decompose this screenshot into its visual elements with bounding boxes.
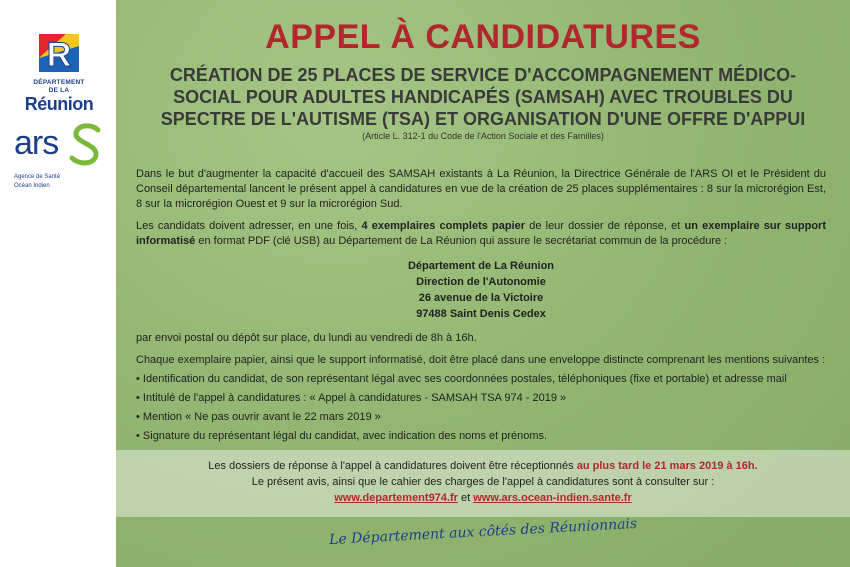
intro-paragraph: Dans le but d'augmenter la capacité d'accueil des SAMSAH existants à La Réunion, la Directrice Générale de l'ARS OI et le Président du Conseil départemental lancent le présent appel à candidatures en vue de la création de 25 places supplémentaires : 8 sur la microrégion Est, 8 sur la microrégion Ouest et 9 sur la microrégion Sud. (136, 168, 826, 210)
slogan (116, 515, 850, 549)
submission-paragraph (136, 219, 826, 249)
deadline-intro: Les dossiers de réponse à l'appel à candidatures doivent être réceptionnés (208, 460, 577, 472)
dep-line1: DÉPARTEMENT (33, 79, 85, 86)
ars-logo (14, 126, 104, 190)
links-line (116, 490, 850, 506)
ars-tagline1: Agence de Santé (14, 174, 61, 180)
deadline-line (116, 458, 850, 474)
svg-text:R: R (46, 36, 72, 74)
address-line: 26 avenue de la Victoire (418, 292, 544, 304)
delivery-paragraph: par envoi postal ou dépôt sur place, du lundi au vendredi de 8h à 16h. (136, 332, 477, 344)
legal-reference: (Article L. 312-1 du Code de l'Action Sociale et des Familles) (362, 131, 604, 141)
address-line: Département de La Réunion (407, 260, 555, 272)
mentions-list (136, 372, 826, 444)
logo-sidebar (0, 0, 116, 567)
submission-digital: un exemplaire sur support informatisé (136, 220, 826, 247)
submission-copies: 4 exemplaires complets papier (361, 220, 526, 232)
submission-text-1: Les candidats doivent adresser, en une fois, (136, 220, 362, 232)
ars-wordmark: ars (14, 124, 59, 162)
envelope-paragraph: Chaque exemplaire papier, ainsi que le support informatisé, doit être placé dans une enveloppe distincte comprenant les mentions suivantes : (136, 354, 826, 366)
address-line: Direction de l'Autonomie (416, 276, 546, 288)
list-item: • Mention « Ne pas ouvrir avant le 22 mars 2019 » (136, 411, 381, 423)
address-line: 97488 Saint Denis Cedex (416, 308, 546, 320)
list-item: • Signature du représentant légal du candidat, avec indication des noms et prénoms. (136, 430, 548, 442)
ars-tagline2: Océan Indien (14, 183, 50, 189)
departement-emblem-icon (18, 32, 100, 74)
dep-line2: DE LA (48, 87, 70, 94)
list-item: • Identification du candidat, de son représentant légal avec ses coordonnées postales, téléphoniques (fixe et portable) et adresse mail (136, 373, 787, 385)
announcement-panel (116, 0, 850, 567)
departement-link[interactable]: www.departement974.fr (334, 492, 458, 504)
announcement-body (136, 167, 826, 448)
ars-s-icon (66, 122, 106, 168)
departement-logo (18, 32, 100, 113)
deadline-text (116, 458, 850, 506)
page-subtitle: CRÉATION DE 25 PLACES DE SERVICE D'ACCOMPAGNEMENT MÉDICO-SOCIAL POUR ADULTES HANDICAPÉS (SAMSAH) AVEC TROUBLES DU SPECTRE DE L'AUTISME (TSA) ET ORGANISATION D'UNE OFFRE D'APPUI (160, 65, 806, 129)
dep-line3: Réunion (24, 94, 94, 114)
submission-text-2: de leur dossier de réponse, et (525, 220, 685, 232)
slogan-text: Le Département aux côtés des Réunionnais (328, 515, 638, 549)
page-title: APPEL À CANDIDATURES (265, 18, 701, 56)
links-and: et (457, 492, 474, 504)
deadline-date: au plus tard le 21 mars 2019 à 16h. (576, 460, 758, 472)
submission-text-3: en format PDF (clé USB) au Département de La Réunion qui assure le secrétariat commun de la procédure : (195, 235, 728, 247)
list-item: • Intitulé de l'appel à candidatures : « Appel à candidatures - SAMSAH TSA 974 - 2019 » (136, 392, 567, 404)
consult-line: Le présent avis, ainsi que le cahier des charges de l'appel à candidatures sont à consulter sur : (251, 476, 715, 488)
ars-link[interactable]: www.ars.ocean-indien.sante.fr (473, 492, 632, 504)
postal-address (136, 258, 826, 322)
